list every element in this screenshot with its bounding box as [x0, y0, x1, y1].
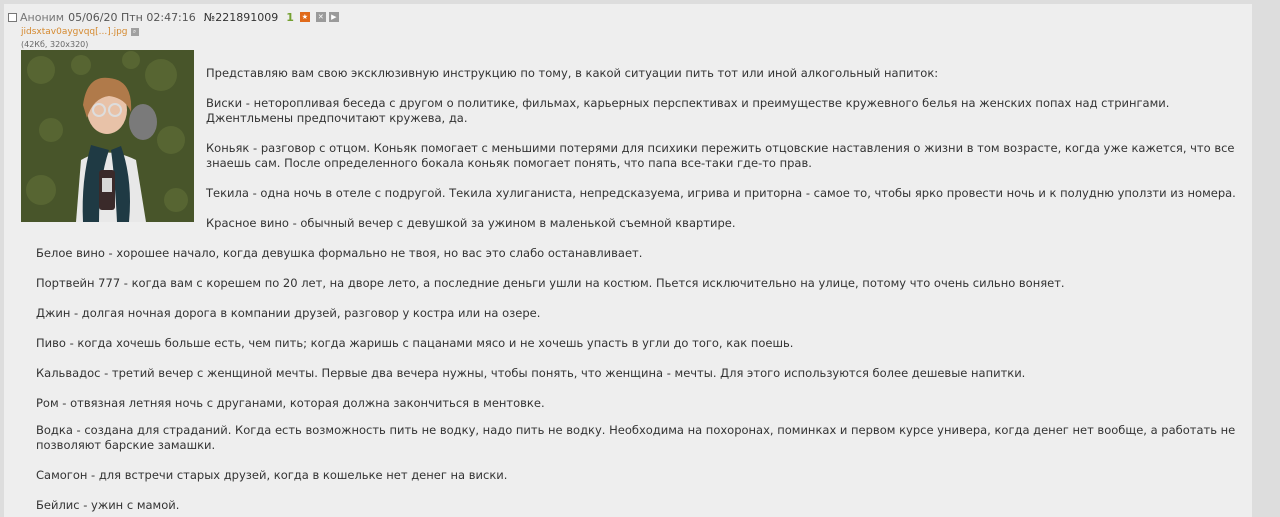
- paragraph-vodka: Водка - создана для страданий. Когда есть возможность пить не водку, надо пить не водку. Необходима на похоронах, поминках и первом курсе универа, когда денег нет вообще, а работать не позволяют барские замашки.: [36, 423, 1236, 452]
- post-number[interactable]: №221891009: [203, 10, 279, 24]
- paragraph-gin: Джин - долгая ночная дорога в компании друзей, разговор у костра или на озере.: [36, 306, 541, 320]
- reply-count[interactable]: 1: [286, 10, 294, 24]
- paragraph-rum: Ром - отвязная летняя ночь с друганами, которая должна закончиться в ментовке.: [36, 396, 545, 410]
- play-icon[interactable]: ▶: [329, 12, 339, 22]
- file-meta: (42Кб, 320x320): [21, 40, 89, 49]
- paragraph-white-wine: Белое вино - хорошее начало, когда девушка формально не твоя, но вас это слабо останавливает.: [36, 246, 643, 260]
- file-link[interactable]: jidsxtav0aygvqq[...].jpg: [21, 27, 128, 37]
- file-info: [21, 27, 139, 37]
- paragraph-port: Портвейн 777 - когда вам с корешем по 20 лет, на дворе лето, а последние деньги ушли на костюм. Пьется исключительно на улице, потому что очень сильно воняет.: [36, 276, 1065, 290]
- paragraph-baileys: Бейлис - ужин с мамой.: [36, 498, 180, 512]
- post-image[interactable]: [21, 50, 194, 222]
- post: [4, 4, 1252, 517]
- author-name: Аноним: [20, 10, 65, 24]
- star-icon[interactable]: ★: [301, 13, 308, 21]
- paragraph-samogon: Самогон - для встречи старых друзей, когда в кошельке нет денег на виски.: [36, 468, 508, 482]
- paragraph-beer: Пиво - когда хочешь больше есть, чем пить; когда жаришь с пацанами мясо и не хочешь упасть в угли до того, как поешь.: [36, 336, 794, 350]
- select-checkbox[interactable]: [8, 13, 17, 22]
- post-header: [8, 9, 339, 25]
- paragraph-intro: Представляю вам свою эксклюзивную инструкцию по тому, в какой ситуации пить тот или иной алкогольный напиток:: [206, 66, 939, 80]
- paragraph-calvados: Кальвадос - третий вечер с женщиной мечты. Первые два вечера нужны, чтобы понять, что женщина - мечты. Для этого используются более дешевые напитки.: [36, 366, 1026, 380]
- paragraph-whisky: Виски - неторопливая беседа с другом о политике, фильмах, карьерных перспективах и преимуществе кружевного белья на женских попах над стрингами. Джентльмены предпочитают кружева, да.: [206, 96, 1170, 125]
- paragraph-cognac: Коньяк - разговор с отцом. Коньяк помогает с меньшими потерями для психики пережить отцовские наставления о жизни в том возрасте, когда уже кажется, что все знаешь сам. После определенного бокала коньяк помогает понять, что папа все-таки где-то прав.: [206, 141, 1235, 170]
- photo-thumbnail: [21, 50, 194, 222]
- search-image-icon[interactable]: ⌕: [131, 28, 139, 36]
- paragraph-tequila: Текила - одна ночь в отеле с подругой. Текила хулиганиста, непредсказуема, игрива и приторна - самое то, чтобы ярко провести ночь и к полудню уползти из номера.: [206, 186, 1236, 200]
- post-date: 05/06/20 Птн 02:47:16: [68, 10, 196, 24]
- page-scrollbar[interactable]: [1256, 0, 1280, 517]
- hide-icon[interactable]: ✕: [316, 12, 326, 22]
- paragraph-red-wine: Красное вино - обычный вечер с девушкой за ужином в маленькой съемной квартире.: [206, 216, 736, 230]
